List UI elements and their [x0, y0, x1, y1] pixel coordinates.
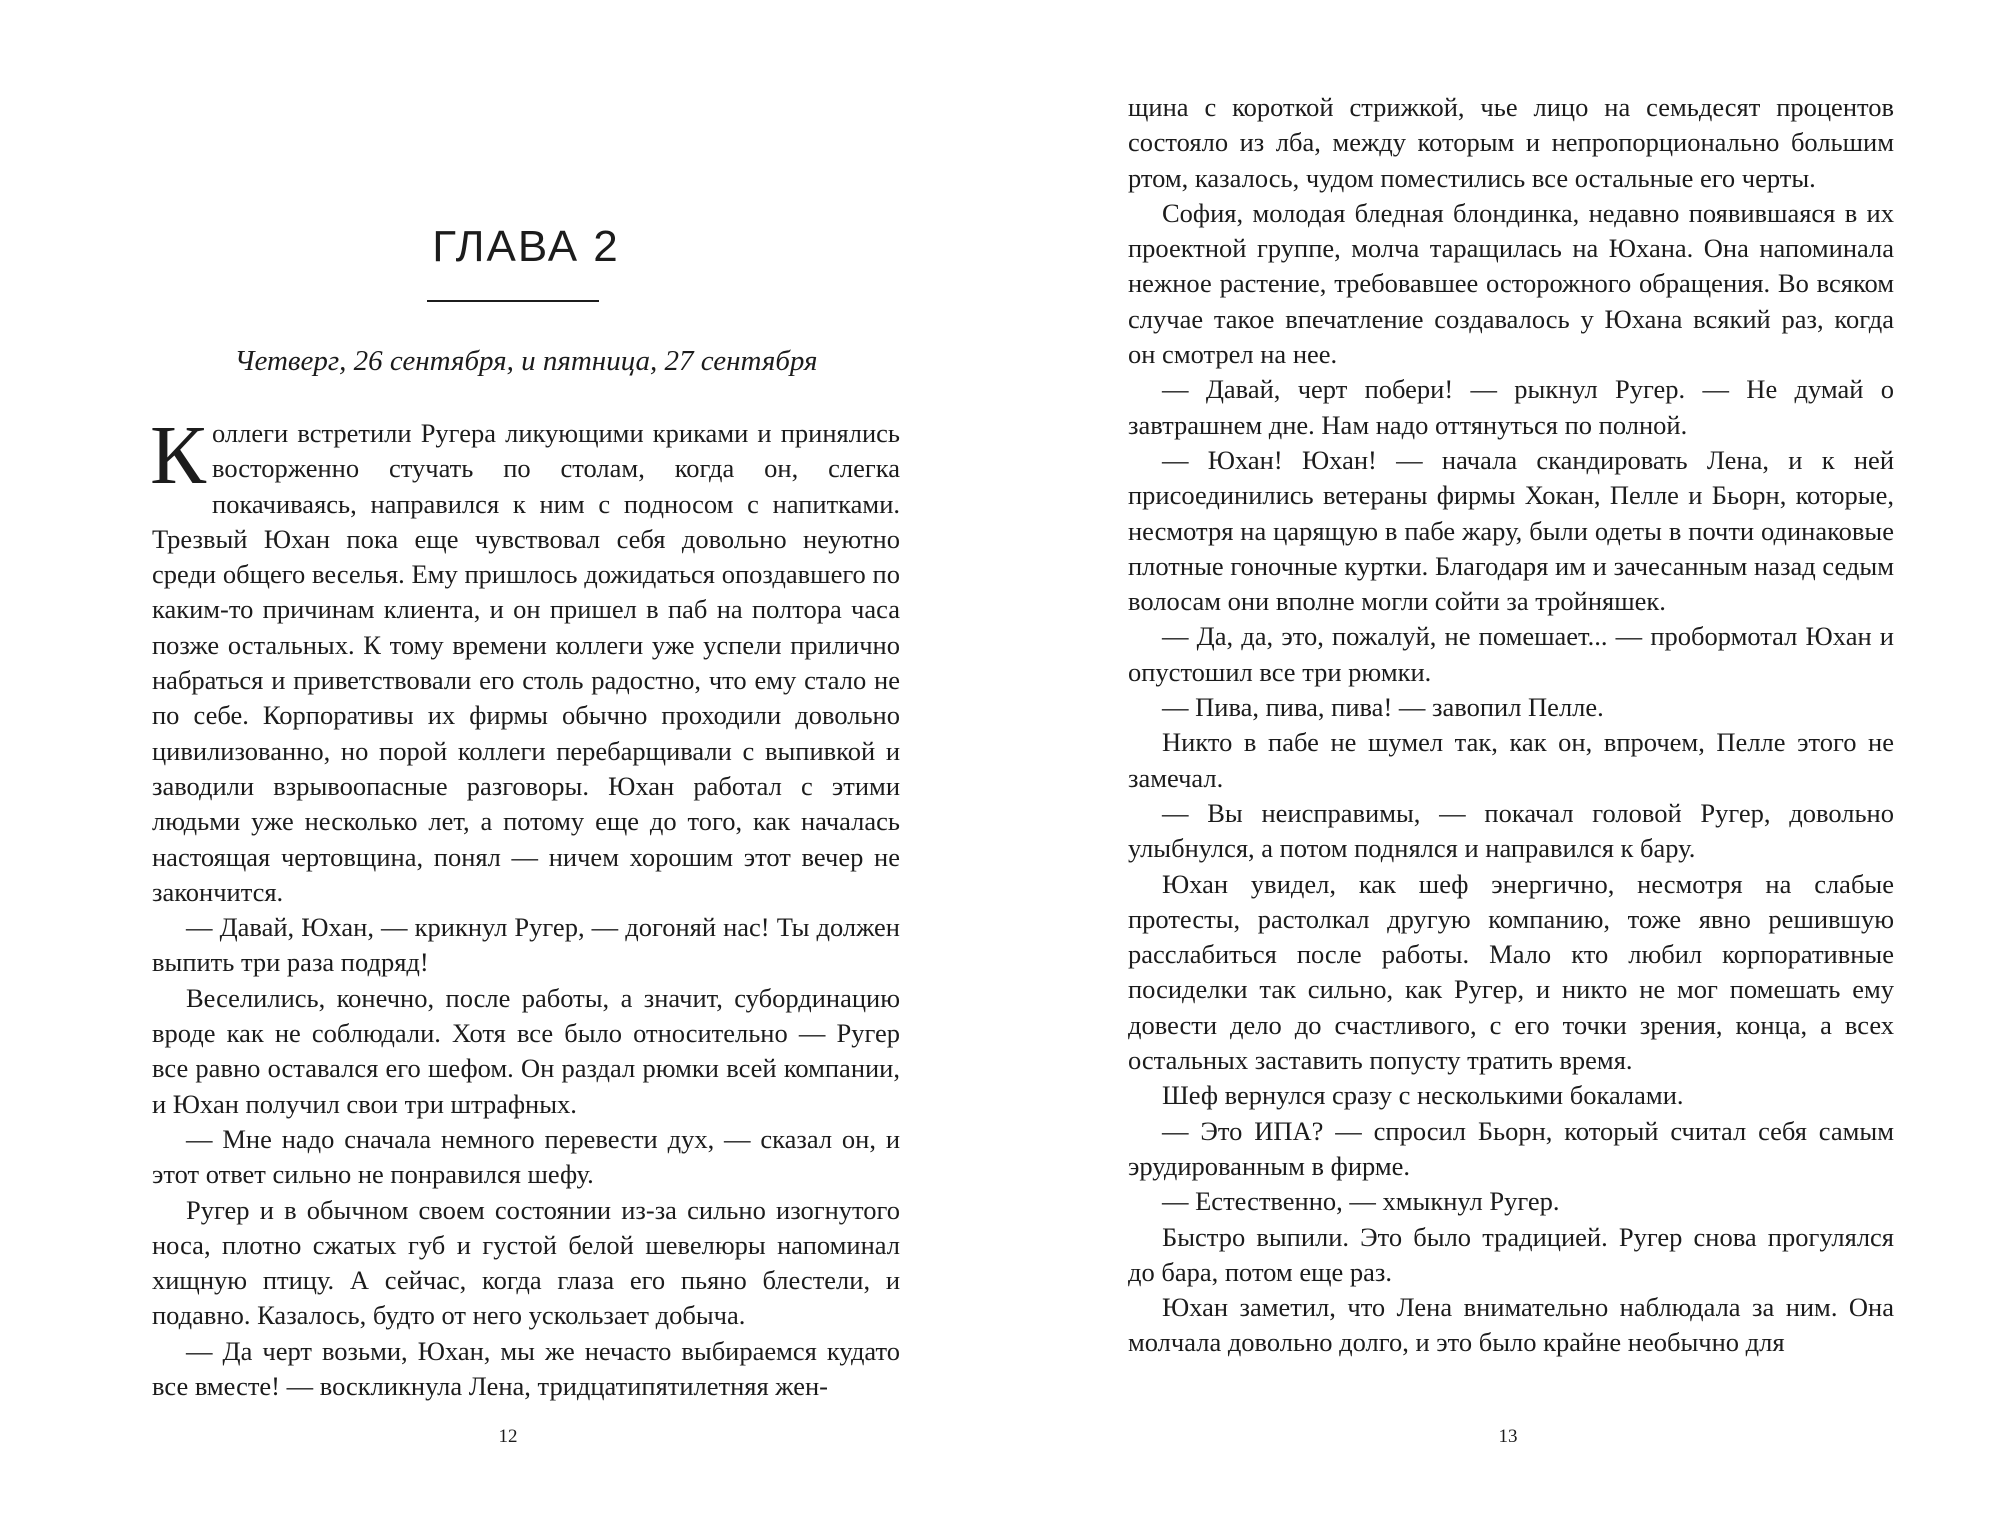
paragraph: — Да, да, это, пожалуй, не помешает... — пробормотал Юхан и опустошил все три рюмки.: [1128, 621, 1894, 687]
paragraph: Ругер и в обычном своем состоянии из-за сильно изогнутого носа, плотно сжатых губ и густой белой шевелюры напоминал хищную птицу. А сейчас, когда глаза его пьяно блестели, и подавно. Казалось, будто от него ускользает добыча.: [152, 1194, 900, 1331]
page-number: 13: [1498, 1426, 1518, 1447]
right-text-block: [1128, 90, 1894, 1361]
paragraph: — Это ИПА? — спросил Бьорн, который считал себя самым эрудированным в фирме.: [1128, 1115, 1894, 1181]
paragraph: Юхан заметил, что Лена внимательно наблюдала за ним. Она молчала довольно долго, и это было крайне необычно для: [1128, 1292, 1894, 1358]
paragraph: Юхан увидел, как шеф энергично, несмотря на слабые протесты, растолкал другую компанию, тоже явно решившую расслабиться после работы. Мало кто любил корпоративные посиделки так сильно, как Ругер, и никто не мог помешать ему довести дело до счастливого, с его точки зрения, конца, а всех остальных заставить попусту тратить время.: [1128, 868, 1894, 1076]
chapter-date: Четверг, 26 сентября, и пятница, 27 сентября: [234, 345, 818, 377]
paragraph: Шеф вернулся сразу с несколькими бокалами.: [1162, 1080, 1684, 1111]
paragraph: — Да черт возьми, Юхан, мы же нечасто выбираемся кудато все вместе! — воскликнула Лена, тридцатипятилетняя жен-: [152, 1335, 900, 1402]
paragraph: — Мне надо сначала немного перевести дух, — сказал он, и этот ответ сильно не понравился шефу.: [152, 1123, 900, 1190]
paragraph: Быстро выпили. Это было традицией. Ругер снова прогулялся до бара, потом еще раз.: [1128, 1221, 1894, 1287]
chapter-title: ГЛАВА 2: [432, 222, 620, 271]
paragraph: — Давай, черт побери! — рыкнул Ругер. — Не думай о завтрашнем дне. Нам надо оттянуться по полной.: [1128, 374, 1894, 440]
drop-cap: К: [150, 409, 207, 502]
paragraph: [150, 409, 900, 910]
paragraph-text: оллеги встретили Ругера ликующими криками и принялись восторженно стучать по столам, когда он, слегка покачиваясь, направился к ним с подносом с напитками. Трезвый Юхан пока еще чувствовал себя довольно неуютно среди общего веселья. Ему пришлось дожидаться опоздавшего по каким-то причинам клиента, и он пришел в паб на полтора часа позже остальных. К тому времени коллеги уже успели прилично набраться и приветствовали его столь радостно, что ему стало не по себе. Корпоративы их фирмы обычно проходили довольно цивилизованно, но порой коллеги перебарщивали с выпивкой и заводили взрывоопасные разговоры. Юхан работал с этими людьми уже несколько лет, а потому еще до того, как началась настоящая чертовщина, понял — ничем хорошим этот вечер не закончится.: [152, 418, 900, 907]
right-page: [1000, 0, 2000, 1532]
paragraph: — Давай, Юхан, — крикнул Ругер, — догоняй нас! Ты должен выпить три раза подряд!: [152, 912, 900, 978]
paragraph: Никто в пабе не шумел так, как он, впрочем, Пелле этого не замечал.: [1128, 727, 1894, 793]
chapter-divider: [427, 300, 599, 302]
paragraph: Веселились, конечно, после работы, а значит, субординацию вроде как не соблюдали. Хотя все было относительно — Ругер все равно оставался его шефом. Он раздал рюмки всей компании, и Юхан получил свои три штрафных.: [152, 982, 900, 1119]
paragraph: щина с короткой стрижкой, чье лицо на семьдесят процентов состояло из лба, между которым и непропорционально большим ртом, казалось, чудом поместились все остальные его черты.: [1128, 92, 1894, 193]
paragraph: — Пива, пива, пива! — завопил Пелле.: [1162, 692, 1604, 723]
paragraph: София, молодая бледная блондинка, недавно появившаяся в их проектной группе, молча таращилась на Юхана. Она напоминала нежное растение, требовавшее осторожного обращения. Во всяком случае такое впечатление создавалось у Юхана всякий раз, когда он смотрел на нее.: [1128, 197, 1894, 370]
page-number: 12: [498, 1426, 518, 1447]
paragraph: — Вы неисправимы, — покачал головой Ругер, довольно улыбнулся, а потом поднялся и направился к бару.: [1128, 797, 1894, 864]
paragraph: — Естественно, — хмыкнул Ругер.: [1162, 1186, 1560, 1217]
paragraph: — Юхан! Юхан! — начала скандировать Лена, и к ней присоединились ветераны фирмы Хокан, Пелле и Бьорн, которые, несмотря на царящую в пабе жару, были одеты в почти одинаковые плотные гоночные куртки. Благодаря им и зачесанным назад седым волосам они вполне могли сойти за тройняшек.: [1128, 444, 1894, 617]
left-text-block: [150, 409, 900, 1404]
